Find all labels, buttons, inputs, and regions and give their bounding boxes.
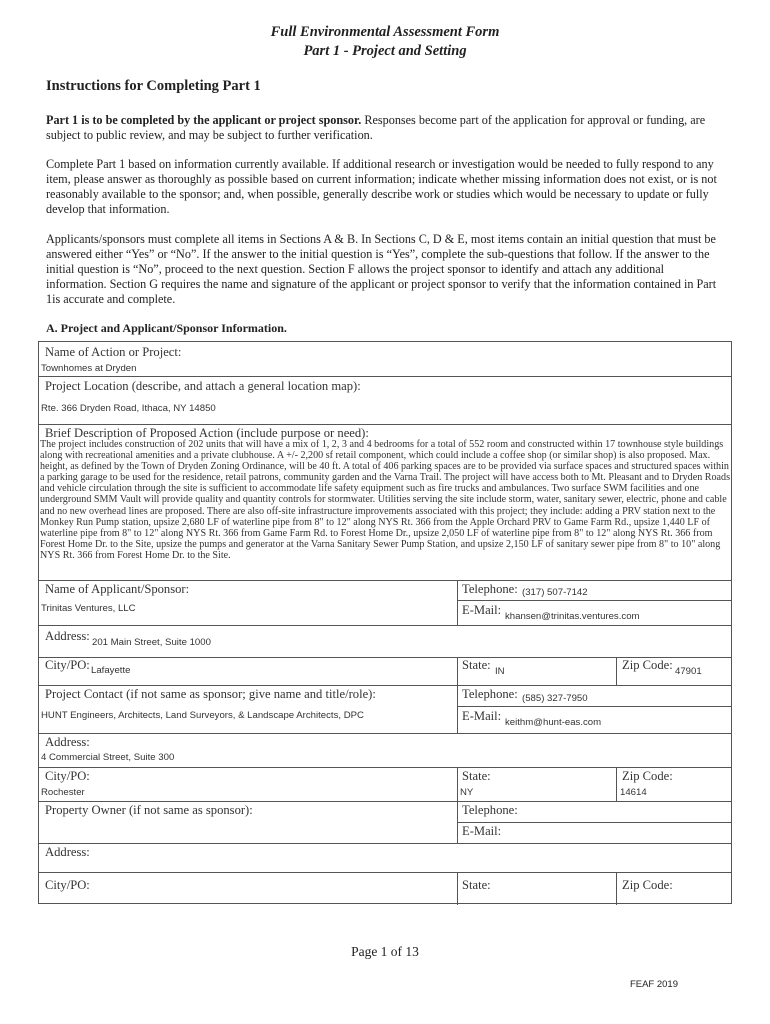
contact-state-field[interactable]: NY bbox=[460, 787, 474, 798]
form-rule bbox=[39, 580, 731, 581]
applicant-city-field[interactable]: Lafayette bbox=[91, 665, 131, 676]
owner-city-label: City/PO: bbox=[45, 878, 90, 892]
contact-email-field[interactable]: keithm@hunt-eas.com bbox=[505, 717, 602, 728]
owner-zip-label: Zip Code: bbox=[622, 878, 673, 892]
form-rule bbox=[457, 657, 458, 733]
project-location-label: Project Location (describe, and attach a general location map): bbox=[45, 379, 361, 393]
form-rule bbox=[616, 657, 617, 685]
section-a-form bbox=[38, 341, 732, 904]
instructions-heading: Instructions for Completing Part 1 bbox=[46, 78, 261, 94]
form-rule bbox=[616, 767, 617, 801]
form-rule bbox=[616, 872, 617, 905]
action-name-label: Name of Action or Project: bbox=[45, 345, 182, 359]
applicant-name-label: Name of Applicant/Sponsor: bbox=[45, 582, 190, 596]
form-rule bbox=[39, 843, 731, 844]
form-rule bbox=[39, 767, 731, 768]
applicant-name-field[interactable]: Trinitas Ventures, LLC bbox=[41, 603, 136, 614]
form-rule bbox=[39, 685, 731, 686]
form-rule bbox=[39, 801, 731, 802]
owner-email-label: E-Mail: bbox=[462, 824, 502, 838]
form-subtitle: Part 1 - Project and Setting bbox=[303, 43, 467, 59]
project-description-field[interactable]: The project includes construction of 202 units that will have a mix of 1, 2, 3 and 4 bedrooms for a total of 552 room and constructed within 17 townhouse style buildings along with recreational amenities and a private clubhouse. A +/- 2,200 sf retail component, which could include a coffee shop (or similar shop) is also proposed. Max. height, as defined by the Town of Dryden Zoning Ordinance, will be 40 ft. A total of 406 parking spaces are to be provided via surface spaces and structured spaces within a parking garage to be used for the residence, retail patrons, community garden and the Varna Trail. The project will have access both to Mt. Pleasant and to Dryden Roads and vehicle circulation through the site is sufficient to accommodate life safety equipment such as fire trucks and ambulances. Two surface SWM facilities and one underground SMM Vault will provide quality and quantity controls for stormwater. Utilities serving the site include storm, water, sanitary sewer, electric, phone and cable and no new overhead lines are proposed. There are also off-site infrastructure improvements associated with this project; they include: adding a PRV station next to the Monkey Run Pump station, upsize 2,680 LF of waterline pipe from 8" to 12" along NYS Rt. 366 from the Apple Orchard PRV to Game Farm Rd., upsize 1,440 LF of waterline pipe from 8" to 12" along NYS Rt. 366 from Game Farm Rd. to Forest Home Dr., upsize 2,050 LF of waterline pipe from 8" to 12" along NYS Rt. 366 from Forest Home Dr. to the Site, upsize the pumps and generator at the Varna Sanitary Sewer Pump Station, and upsize 2,150 LF of sanitary sewer pipe from 8" to 10" along NYS Rt. 366 from Forest Home Dr. to the Site. bbox=[40, 439, 731, 561]
section-a-heading: A. Project and Applicant/Sponsor Information. bbox=[46, 321, 287, 335]
form-rule bbox=[457, 822, 731, 823]
applicant-zip-field[interactable]: 47901 bbox=[675, 666, 702, 677]
form-rule bbox=[457, 767, 458, 843]
contact-zip-field[interactable]: 14614 bbox=[620, 787, 647, 798]
owner-telephone-label: Telephone: bbox=[462, 803, 518, 817]
instructions-paragraph-2: Complete Part 1 based on information currently available. If additional research or investigation would be needed to fully respond to any item, please answer as thoroughly as possible based on current information; indicate whether missing information does not exist, or is not reasonably available to the sponsor; and, when possible, generally describe work or studies which would be necessary to update or fully develop that information. bbox=[46, 157, 717, 216]
form-title: Full Environmental Assessment Form bbox=[270, 24, 500, 40]
owner-state-label: State: bbox=[462, 878, 491, 892]
contact-city-label: City/PO: bbox=[45, 769, 90, 783]
form-rule bbox=[39, 424, 731, 425]
form-rule bbox=[457, 872, 458, 905]
applicant-email-field[interactable]: khansen@trinitas.ventures.com bbox=[505, 611, 640, 622]
form-rule bbox=[39, 625, 731, 626]
form-rule bbox=[39, 376, 731, 377]
contact-telephone-field[interactable]: (585) 327-7950 bbox=[522, 693, 588, 704]
action-name-field[interactable]: Townhomes at Dryden bbox=[41, 363, 137, 374]
instructions-paragraph-1-text: Responses become part of the application for approval or funding, are subject to public review, and may be subject to further verification. bbox=[46, 113, 706, 142]
contact-city-field[interactable]: Rochester bbox=[41, 787, 85, 798]
instructions-paragraph-1 bbox=[46, 113, 726, 143]
applicant-telephone-field[interactable]: (317) 507-7142 bbox=[522, 587, 588, 598]
contact-address-label: Address: bbox=[45, 735, 90, 749]
applicant-address-field[interactable]: 201 Main Street, Suite 1000 bbox=[92, 637, 211, 648]
applicant-address-label: Address: bbox=[45, 629, 90, 643]
form-code: FEAF 2019 bbox=[629, 979, 678, 990]
instructions-paragraph-3: Applicants/sponsors must complete all items in Sections A & B. In Sections C, D & E, most items contain an initial question that must be answered either “Yes” or “No”. If the answer to the initial question is “Yes”, complete the sub-questions that follow. If the answer to the initial question is “No”, proceed to the next question. Section F allows the project sponsor to identify and attach any additional information. Section G requires the name and signature of the applicant or project sponsor to verify that the information contained in Part 1is accurate and complete. bbox=[46, 232, 717, 306]
contact-address-field[interactable]: 4 Commercial Street, Suite 300 bbox=[41, 752, 175, 763]
project-description-label: Brief Description of Proposed Action (include purpose or need): bbox=[45, 426, 369, 440]
form-rule bbox=[39, 733, 731, 734]
contact-state-label: State: bbox=[462, 769, 491, 783]
applicant-email-label: E-Mail: bbox=[462, 603, 502, 617]
property-owner-label: Property Owner (if not same as sponsor): bbox=[45, 803, 253, 817]
project-location-field[interactable]: Rte. 366 Dryden Road, Ithaca, NY 14850 bbox=[41, 403, 216, 414]
instructions-paragraph-1-lead: Part 1 is to be completed by the applicant or project sponsor. bbox=[46, 113, 362, 127]
applicant-city-label: City/PO: bbox=[45, 658, 90, 672]
form-rule bbox=[457, 600, 731, 601]
contact-telephone-label: Telephone: bbox=[462, 687, 518, 701]
page-number: Page 1 of 13 bbox=[351, 944, 419, 959]
contact-zip-label: Zip Code: bbox=[622, 769, 673, 783]
applicant-state-label: State: bbox=[462, 658, 491, 672]
applicant-telephone-label: Telephone: bbox=[462, 582, 518, 596]
applicant-zip-label: Zip Code: bbox=[622, 658, 673, 672]
form-rule bbox=[457, 706, 731, 707]
form-rule bbox=[39, 872, 731, 873]
project-contact-field[interactable]: HUNT Engineers, Architects, Land Surveyors, & Landscape Architects, DPC bbox=[41, 710, 364, 721]
contact-email-label: E-Mail: bbox=[462, 709, 502, 723]
form-rule bbox=[457, 580, 458, 625]
owner-address-label: Address: bbox=[45, 845, 90, 859]
applicant-state-field[interactable]: IN bbox=[495, 666, 505, 677]
project-contact-label: Project Contact (if not same as sponsor; give name and title/role): bbox=[45, 687, 376, 701]
